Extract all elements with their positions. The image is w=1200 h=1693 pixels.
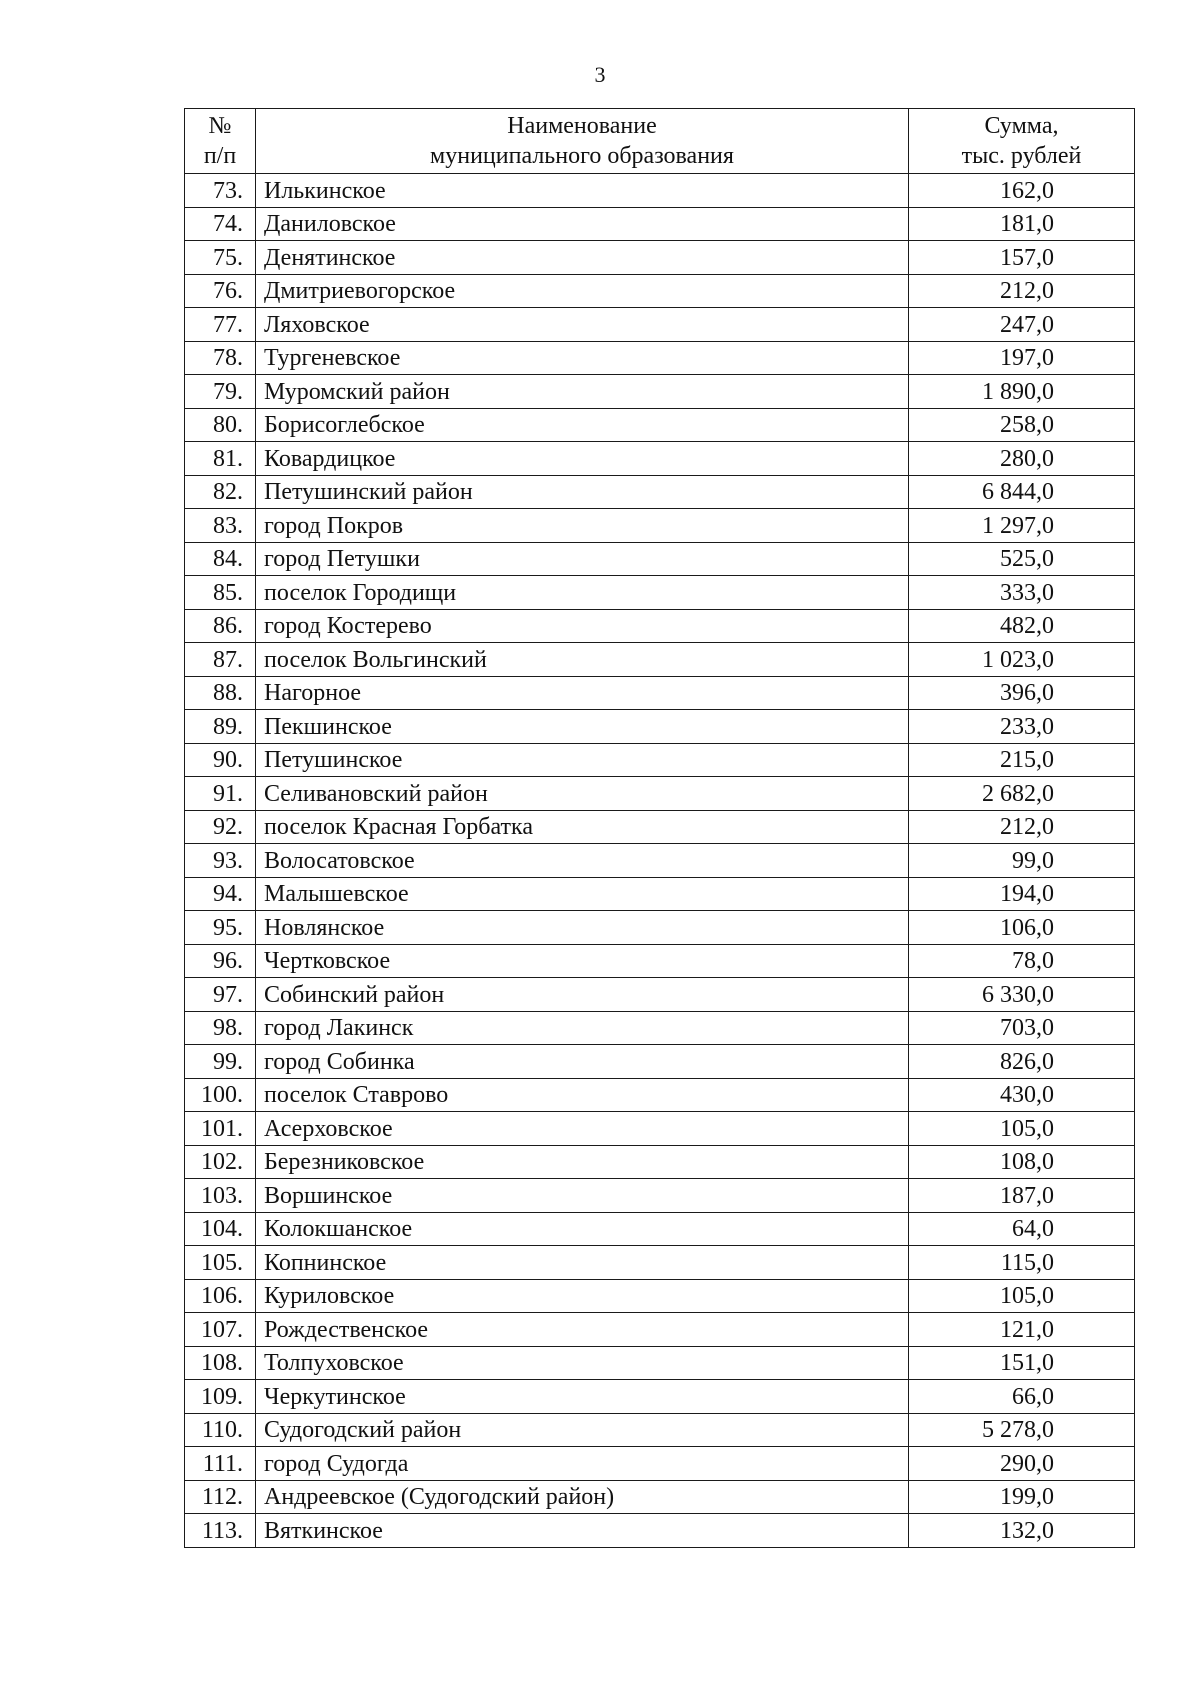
municipality-name-cell: Волосатовское xyxy=(256,844,909,878)
table-row xyxy=(185,1112,1135,1146)
amount-cell: 106,0 xyxy=(909,911,1135,945)
municipality-name-cell: Воршинское xyxy=(256,1179,909,1213)
municipality-name-cell: поселок Городищи xyxy=(256,576,909,610)
municipality-name-cell: Березниковское xyxy=(256,1145,909,1179)
amount-cell: 199,0 xyxy=(909,1480,1135,1514)
row-number-cell: 112. xyxy=(185,1480,256,1514)
amount-cell: 6 330,0 xyxy=(909,978,1135,1012)
header-num-line-2: п/п xyxy=(203,143,237,169)
municipality-name-cell: поселок Красная Горбатка xyxy=(256,810,909,844)
municipality-name-cell: Черкутинское xyxy=(256,1380,909,1414)
amount-cell: 247,0 xyxy=(909,308,1135,342)
row-number-cell: 78. xyxy=(185,341,256,375)
amount-cell: 826,0 xyxy=(909,1045,1135,1079)
table-body xyxy=(185,174,1135,1548)
municipality-name-cell: Муромский район xyxy=(256,375,909,409)
amount-cell: 6 844,0 xyxy=(909,475,1135,509)
table-row xyxy=(185,542,1135,576)
amount-cell: 99,0 xyxy=(909,844,1135,878)
municipality-name-cell: Малышевское xyxy=(256,877,909,911)
municipality-name-cell: Куриловское xyxy=(256,1279,909,1313)
municipality-name-cell: Петушинский район xyxy=(256,475,909,509)
row-number-cell: 107. xyxy=(185,1313,256,1347)
row-number-cell: 74. xyxy=(185,207,256,241)
header-sum-line-2: тыс. рублей xyxy=(961,143,1082,169)
header-sum-line-1: Сумма, xyxy=(984,113,1059,139)
amount-cell: 157,0 xyxy=(909,241,1135,275)
table-row xyxy=(185,174,1135,208)
table-row xyxy=(185,643,1135,677)
row-number-cell: 110. xyxy=(185,1413,256,1447)
row-number-cell: 98. xyxy=(185,1011,256,1045)
amount-cell: 105,0 xyxy=(909,1112,1135,1146)
table-row xyxy=(185,576,1135,610)
table-row xyxy=(185,1480,1135,1514)
municipality-name-cell: Селивановский район xyxy=(256,777,909,811)
table-row xyxy=(185,810,1135,844)
municipality-name-cell: город Петушки xyxy=(256,542,909,576)
amount-cell: 525,0 xyxy=(909,542,1135,576)
table-row xyxy=(185,1514,1135,1548)
amount-cell: 151,0 xyxy=(909,1346,1135,1380)
table-row xyxy=(185,844,1135,878)
municipality-name-cell: Дмитриевогорское xyxy=(256,274,909,308)
municipality-name-cell: поселок Ставрово xyxy=(256,1078,909,1112)
municipality-name-cell: город Судогда xyxy=(256,1447,909,1481)
row-number-cell: 94. xyxy=(185,877,256,911)
table-header-row xyxy=(185,109,1135,174)
row-number-cell: 108. xyxy=(185,1346,256,1380)
row-number-cell: 93. xyxy=(185,844,256,878)
amount-cell: 1 297,0 xyxy=(909,509,1135,543)
municipality-name-cell: Толпуховское xyxy=(256,1346,909,1380)
amount-cell: 290,0 xyxy=(909,1447,1135,1481)
row-number-cell: 76. xyxy=(185,274,256,308)
table-row xyxy=(185,1145,1135,1179)
row-number-cell: 83. xyxy=(185,509,256,543)
row-number-cell: 102. xyxy=(185,1145,256,1179)
row-number-cell: 81. xyxy=(185,442,256,476)
table-row xyxy=(185,308,1135,342)
municipality-name-cell: Нагорное xyxy=(256,676,909,710)
amount-cell: 108,0 xyxy=(909,1145,1135,1179)
header-num xyxy=(185,109,256,174)
municipality-name-cell: Колокшанское xyxy=(256,1212,909,1246)
amount-cell: 78,0 xyxy=(909,944,1135,978)
table-row xyxy=(185,1313,1135,1347)
table-row xyxy=(185,375,1135,409)
table-row xyxy=(185,1045,1135,1079)
municipality-name-cell: Борисоглебское xyxy=(256,408,909,442)
row-number-cell: 86. xyxy=(185,609,256,643)
table-row xyxy=(185,241,1135,275)
row-number-cell: 100. xyxy=(185,1078,256,1112)
row-number-cell: 85. xyxy=(185,576,256,610)
municipality-name-cell: Андреевское (Судогодский район) xyxy=(256,1480,909,1514)
row-number-cell: 113. xyxy=(185,1514,256,1548)
row-number-cell: 104. xyxy=(185,1212,256,1246)
amount-cell: 194,0 xyxy=(909,877,1135,911)
amount-cell: 105,0 xyxy=(909,1279,1135,1313)
header-name-line-2: муниципального образования xyxy=(430,143,734,169)
municipality-name-cell: Тургеневское xyxy=(256,341,909,375)
header-name xyxy=(256,109,909,174)
municipality-name-cell: город Лакинск xyxy=(256,1011,909,1045)
municipality-name-cell: город Собинка xyxy=(256,1045,909,1079)
table-row xyxy=(185,710,1135,744)
amount-cell: 212,0 xyxy=(909,274,1135,308)
amount-cell: 5 278,0 xyxy=(909,1413,1135,1447)
amount-cell: 115,0 xyxy=(909,1246,1135,1280)
amount-cell: 212,0 xyxy=(909,810,1135,844)
amount-cell: 482,0 xyxy=(909,609,1135,643)
table-row xyxy=(185,475,1135,509)
amount-cell: 162,0 xyxy=(909,174,1135,208)
table-row xyxy=(185,1346,1135,1380)
municipality-name-cell: Собинский район xyxy=(256,978,909,1012)
municipality-name-cell: Асерховское xyxy=(256,1112,909,1146)
table-row xyxy=(185,1078,1135,1112)
municipality-name-cell: Петушинское xyxy=(256,743,909,777)
row-number-cell: 75. xyxy=(185,241,256,275)
table-row xyxy=(185,944,1135,978)
row-number-cell: 80. xyxy=(185,408,256,442)
amount-cell: 187,0 xyxy=(909,1179,1135,1213)
amount-cell: 233,0 xyxy=(909,710,1135,744)
row-number-cell: 111. xyxy=(185,1447,256,1481)
amount-cell: 197,0 xyxy=(909,341,1135,375)
table-row xyxy=(185,1179,1135,1213)
table-row xyxy=(185,274,1135,308)
municipality-name-cell: Ляховское xyxy=(256,308,909,342)
row-number-cell: 91. xyxy=(185,777,256,811)
header-name-line-1: Наименование xyxy=(507,113,657,139)
municipality-name-cell: Илькинское xyxy=(256,174,909,208)
row-number-cell: 73. xyxy=(185,174,256,208)
municipality-name-cell: Денятинское xyxy=(256,241,909,275)
row-number-cell: 97. xyxy=(185,978,256,1012)
table-row xyxy=(185,877,1135,911)
row-number-cell: 92. xyxy=(185,810,256,844)
table-row xyxy=(185,341,1135,375)
amount-cell: 1 890,0 xyxy=(909,375,1135,409)
municipality-name-cell: Ковардицкое xyxy=(256,442,909,476)
amount-cell: 66,0 xyxy=(909,1380,1135,1414)
row-number-cell: 105. xyxy=(185,1246,256,1280)
table-row xyxy=(185,1413,1135,1447)
municipality-name-cell: Копнинское xyxy=(256,1246,909,1280)
municipality-name-cell: Рождественское xyxy=(256,1313,909,1347)
row-number-cell: 101. xyxy=(185,1112,256,1146)
table-row xyxy=(185,408,1135,442)
table-row xyxy=(185,978,1135,1012)
row-number-cell: 109. xyxy=(185,1380,256,1414)
amount-cell: 64,0 xyxy=(909,1212,1135,1246)
row-number-cell: 88. xyxy=(185,676,256,710)
table-row xyxy=(185,509,1135,543)
row-number-cell: 95. xyxy=(185,911,256,945)
amount-cell: 280,0 xyxy=(909,442,1135,476)
table-row xyxy=(185,1279,1135,1313)
header-num-line-1: № xyxy=(208,113,232,139)
municipality-name-cell: город Костерево xyxy=(256,609,909,643)
municipality-name-cell: Даниловское xyxy=(256,207,909,241)
amount-cell: 1 023,0 xyxy=(909,643,1135,677)
table-row xyxy=(185,676,1135,710)
table-row xyxy=(185,1011,1135,1045)
municipality-name-cell: Судогодский район xyxy=(256,1413,909,1447)
amount-cell: 703,0 xyxy=(909,1011,1135,1045)
amount-cell: 396,0 xyxy=(909,676,1135,710)
row-number-cell: 87. xyxy=(185,643,256,677)
table-row xyxy=(185,743,1135,777)
row-number-cell: 89. xyxy=(185,710,256,744)
municipality-name-cell: Пекшинское xyxy=(256,710,909,744)
amount-cell: 181,0 xyxy=(909,207,1135,241)
municipality-name-cell: город Покров xyxy=(256,509,909,543)
municipality-name-cell: Вяткинское xyxy=(256,1514,909,1548)
table-row xyxy=(185,777,1135,811)
table-row xyxy=(185,207,1135,241)
amount-cell: 2 682,0 xyxy=(909,777,1135,811)
amount-cell: 132,0 xyxy=(909,1514,1135,1548)
row-number-cell: 82. xyxy=(185,475,256,509)
table-row xyxy=(185,1380,1135,1414)
table-row xyxy=(185,442,1135,476)
amount-cell: 258,0 xyxy=(909,408,1135,442)
amount-cell: 333,0 xyxy=(909,576,1135,610)
municipality-name-cell: Чертковское xyxy=(256,944,909,978)
row-number-cell: 79. xyxy=(185,375,256,409)
amount-cell: 121,0 xyxy=(909,1313,1135,1347)
row-number-cell: 106. xyxy=(185,1279,256,1313)
table-row xyxy=(185,1246,1135,1280)
row-number-cell: 99. xyxy=(185,1045,256,1079)
row-number-cell: 103. xyxy=(185,1179,256,1213)
municipality-name-cell: Новлянское xyxy=(256,911,909,945)
amount-cell: 215,0 xyxy=(909,743,1135,777)
municipal-sums-table xyxy=(184,108,1135,1548)
table-row xyxy=(185,1447,1135,1481)
row-number-cell: 84. xyxy=(185,542,256,576)
header-sum xyxy=(909,109,1135,174)
row-number-cell: 90. xyxy=(185,743,256,777)
table-row xyxy=(185,911,1135,945)
row-number-cell: 77. xyxy=(185,308,256,342)
table-row xyxy=(185,609,1135,643)
row-number-cell: 96. xyxy=(185,944,256,978)
page-number: 3 xyxy=(594,62,606,87)
table-row xyxy=(185,1212,1135,1246)
municipality-name-cell: поселок Вольгинский xyxy=(256,643,909,677)
amount-cell: 430,0 xyxy=(909,1078,1135,1112)
